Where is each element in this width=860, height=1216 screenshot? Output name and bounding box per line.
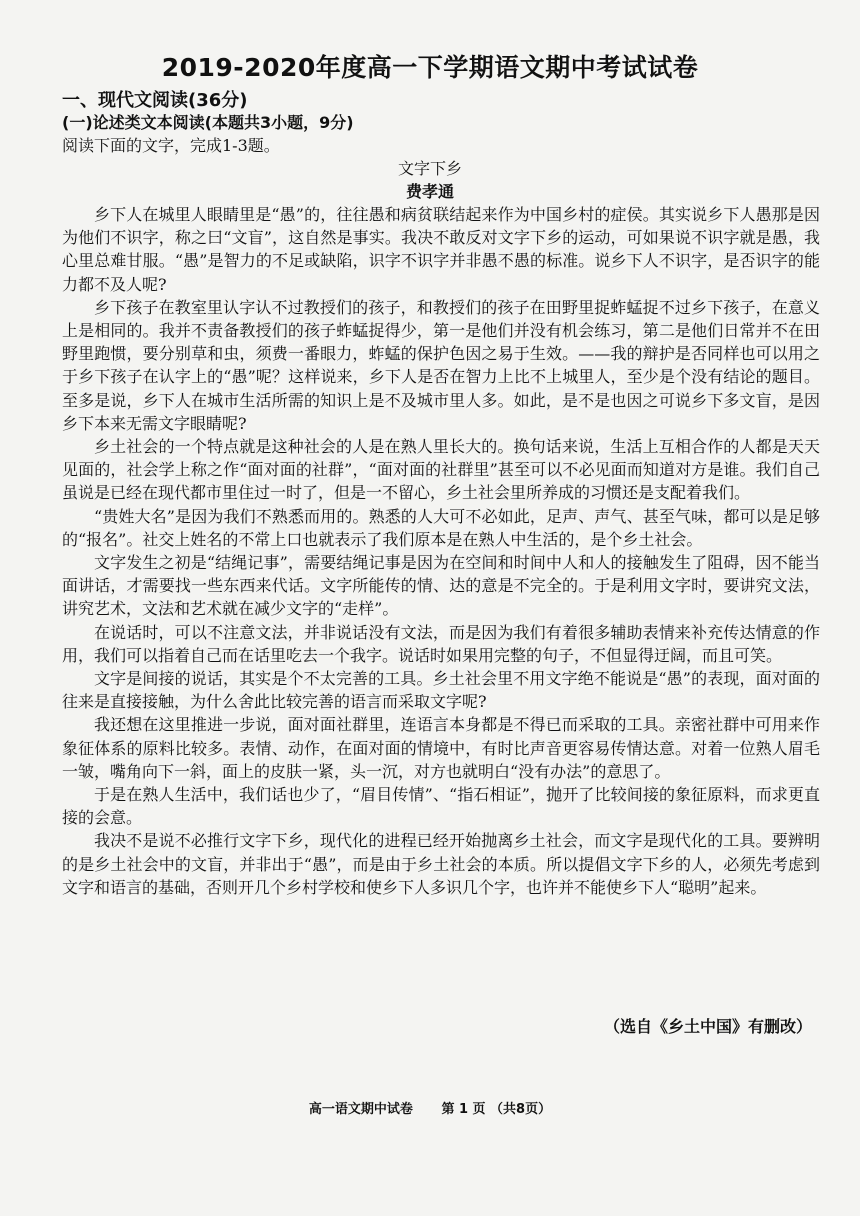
article-paragraph: 于是在熟人生活中，我们话也少了，“眉目传情”、“指石相证”，抛开了比较间接的象征原料，而求更直接的会意。 xyxy=(62,785,820,828)
footer-page-number: 第 1 页 （共8页） xyxy=(441,1102,552,1117)
article-paragraph: 乡下孩子在教室里认字认不过教授们的孩子，和教授们的孩子在田野里捉蚱蜢捉不过乡下孩子，在意义上是相同的。我并不责备教授们的孩子蚱蜢捉得少，第一是他们并没有机会练习，第二是他们日常并不在田野里跑惯，要分别草和虫，须费一番眼力，蚱蜢的保护色因之易于生效。——我的辩护是否同样也可以用之于乡下孩子在认字上的“愚”呢？这样说来，乡下人是否在智力上比不上城里人，至少是个没有结论的题目。至多是说，乡下人在城市生活所需的知识上是不及城市里人多。如此，是不是也因之可说乡下多文盲，是因乡下本来无需文字眼睛呢? xyxy=(62,297,820,433)
article-paragraph: 在说话时，可以不注意文法，并非说话没有文法，而是因为我们有着很多辅助表情来补充传达情意的作用，我们可以指着自己而在话里吃去一个我字。说话时如果用完整的句子，不但显得迂阔，而且可笑。 xyxy=(62,622,820,665)
article-body xyxy=(62,203,820,899)
page-footer xyxy=(0,1098,860,1117)
article-paragraph: 乡下人在城里人眼睛里是“愚”的，往往愚和病贫联结起来作为中国乡村的症侯。其实说乡下人愚那是因为他们不识字，称之曰“文盲”，这自然是事实。我决不敢反对文字下乡的运动，可如果说不识字就是愚，我心里总难甘服。“愚”是智力的不足或缺陷，识字不识字并非愚不愚的标准。说乡下人不识字，是否识字的能力都不及人呢? xyxy=(62,205,820,294)
article-source: （选自《乡土中国》有删改） xyxy=(603,1017,812,1036)
exam-title: 2019-2020年度高一下学期语文期中考试试卷 xyxy=(161,53,699,82)
article-paragraph: 文字发生之初是“结绳记事”，需要结绳记事是因为在空间和时间中人和人的接触发生了阻碍，因不能当面讲话，才需要找一些东西来代话。文字所能传的情、达的意是不完全的。于是利用文字时，要讲究文法，讲究艺术，文法和艺术就在减少文字的“走样”。 xyxy=(62,553,820,619)
article-paragraph: 我决不是说不必推行文字下乡，现代化的进程已经开始抛离乡土社会，而文字是现代化的工具。要辨明的是乡土社会中的文盲，并非出于“愚”，而是由于乡土社会的本质。所以提倡文字下乡的人，必须先考虑到文字和语言的基础，否则开几个乡村学校和使乡下人多识几个字，也许并不能使乡下人“聪明”起来。 xyxy=(62,831,820,897)
article-author: 费孝通 xyxy=(405,182,454,201)
article-paragraph: 文字是间接的说话，其实是个不太完善的工具。乡土社会里不用文字绝不能说是“愚”的表现，面对面的往来是直接接触，为什么舍此比较完善的语言而采取文字呢? xyxy=(62,669,820,712)
subsection-heading: (一)论述类文本阅读(本题共3小题，9分) xyxy=(62,113,354,132)
article-title: 文字下乡 xyxy=(397,159,462,178)
footer-exam-name: 高一语文期中试卷 xyxy=(308,1102,413,1117)
article-paragraph: 我还想在这里推进一步说，面对面社群里，连语言本身都是不得已而采取的工具。亲密社群中可用来作象征体系的原料比较多。表情、动作，在面对面的情境中，有时比声音更容易传情达意。对着一位熟人眉毛一皱，嘴角向下一斜，面上的皮肤一紧，头一沉，对方也就明白“没有办法”的意思了。 xyxy=(62,715,820,781)
section-heading: 一、现代文阅读(36分) xyxy=(62,90,248,111)
article-paragraph: “贵姓大名”是因为我们不熟悉而用的。熟悉的人大可不必如此，足声、声气、甚至气味，都可以是足够的“报名”。社交上姓名的不常上口也就表示了我们原本是在熟人中生活的，是个乡土社会。 xyxy=(62,506,820,549)
reading-instruction: 阅读下面的文字，完成1-3题。 xyxy=(62,136,280,155)
article-paragraph: 乡土社会的一个特点就是这种社会的人是在熟人里长大的。换句话来说，生活上互相合作的人都是天天见面的，社会学上称之作“面对面的社群”，“面对面的社群里”甚至可以不必见面而知道对方是谁。我们自己虽说是已经在现代都市里住过一时了，但是一不留心，乡土社会里所养成的习惯还是支配着我们。 xyxy=(62,437,820,503)
